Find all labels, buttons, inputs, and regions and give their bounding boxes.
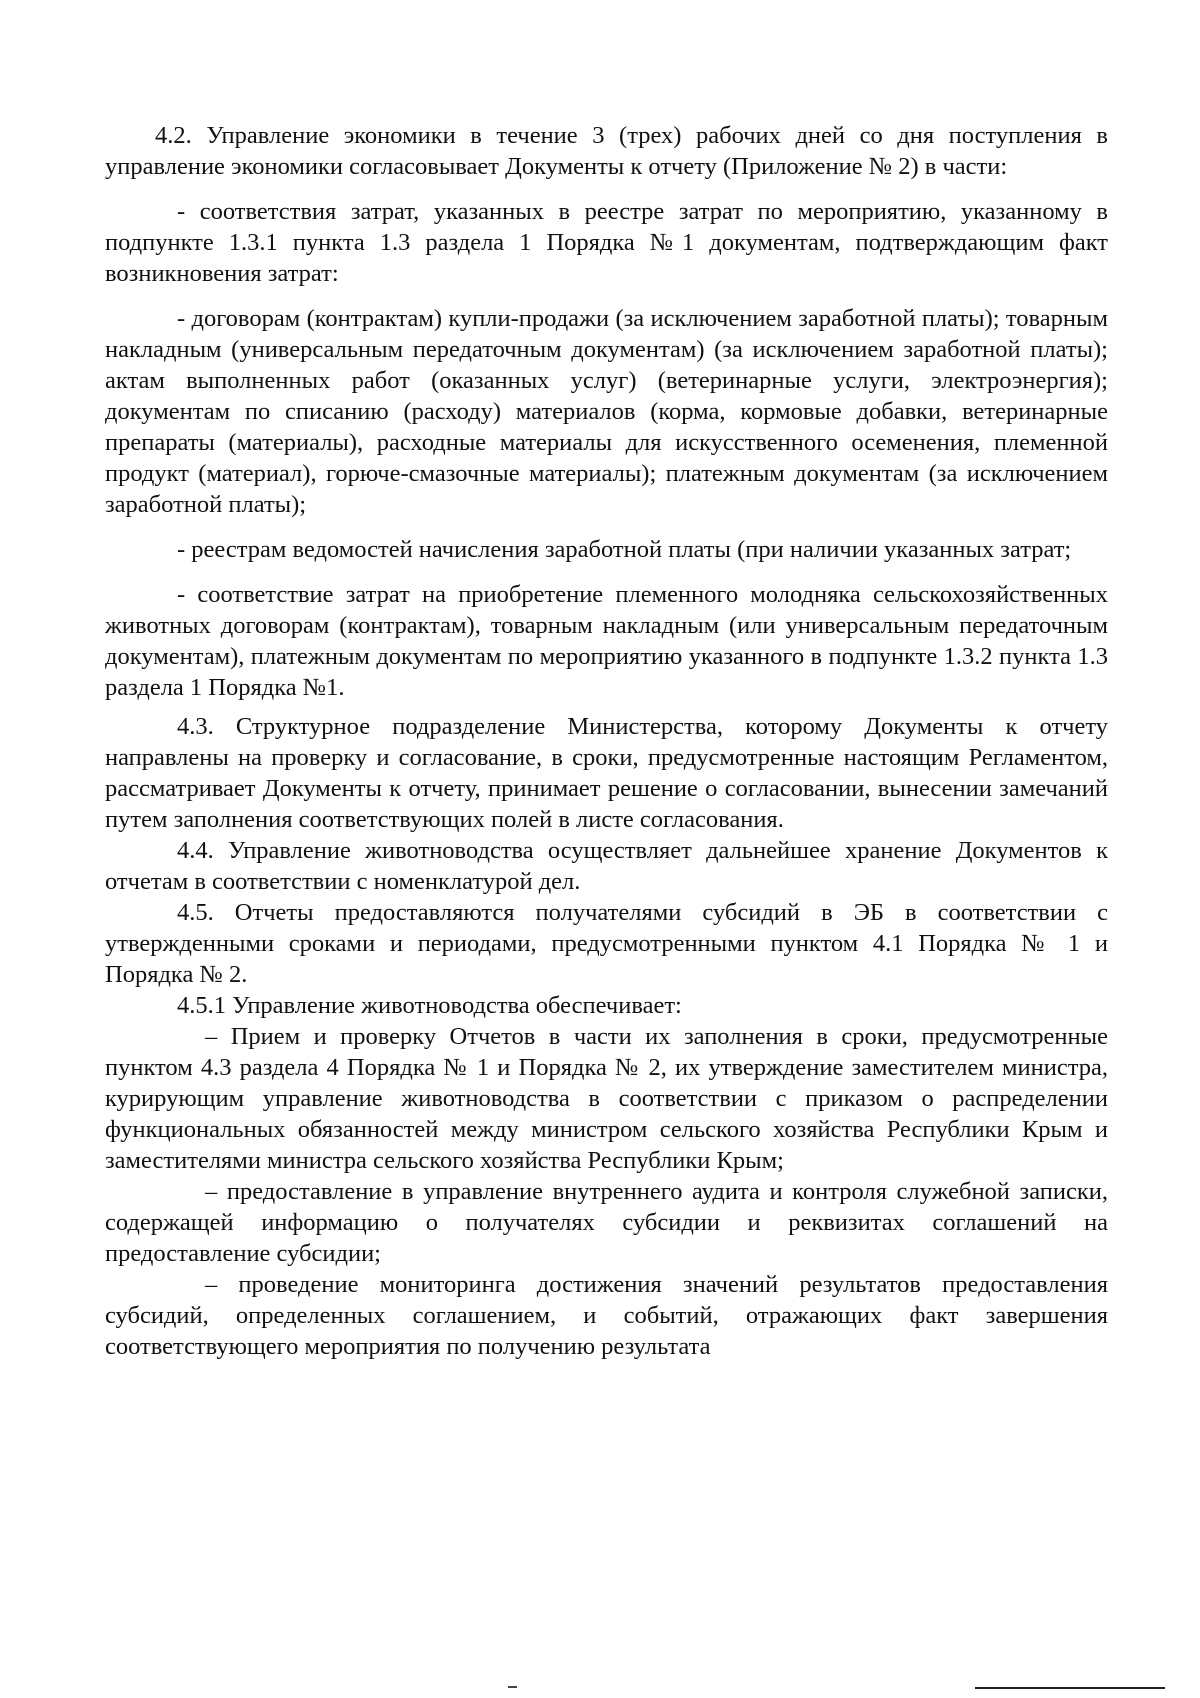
paragraph-4-5-1: 4.5.1 Управление животноводства обеспечивает: bbox=[177, 992, 682, 1019]
paragraph-audit-memo: – предоставление в управление внутреннего аудита и контроля служебной записки, содержащей информацию о получателях субсидии и реквизитах соглашений на предоставление субсидии; bbox=[105, 1178, 1108, 1267]
paragraph-4-5: 4.5. Отчеты предоставляются получателями субсидий в ЭБ в соответствии с утвержденными сроками и периодами, предусмотренными пунктом 4.1 Порядка № 1 и Порядка № 2. bbox=[105, 899, 1108, 988]
paragraph-breeding-stock: - соответствие затрат на приобретение племенного молодняка сельскохозяйственных животных договорам (контрактам), товарным накладным (или универсальным передаточным документам), платежным документам по мероприятию указанного в подпункте 1.3.2 пункта 1.3 раздела 1 Порядка №1. bbox=[105, 581, 1108, 701]
paragraph-4-3: 4.3. Структурное подразделение Министерства, которому Документы к отчету направлены на проверку и согласование, в сроки, предусмотренные настоящим Регламентом, рассматривает Документы к отчету, принимает решение о согласовании, вынесении замечаний путем заполнения соответствующих полей в листе согласования. bbox=[105, 713, 1108, 833]
paragraph-monitoring: – проведение мониторинга достижения значений результатов предоставления субсидий, определенных соглашением, и событий, отражающих факт завершения соответствующего мероприятия по получению результата bbox=[105, 1271, 1108, 1360]
paragraph-reports-acceptance: – Прием и проверку Отчетов в части их заполнения в сроки, предусмотренные пунктом 4.3 раздела 4 Порядка № 1 и Порядка № 2, их утверждение заместителем министра, курирующим управление животноводства в соответствии с приказом о распределении функциональных обязанностей между министром сельского хозяйства Республики Крым и заместителями министра сельского хозяйства Республики Крым; bbox=[105, 1023, 1108, 1174]
document-page bbox=[105, 120, 1108, 1362]
footer-rule bbox=[975, 1687, 1165, 1689]
paragraph-salary-registers: - реестрам ведомостей начисления заработной платы (при наличии указанных затрат; bbox=[177, 536, 1072, 563]
paragraph-contracts-list: - договорам (контрактам) купли-продажи (за исключением заработной платы); товарным накладным (универсальным передаточным документам) (за исключением заработной платы); актам выполненных работ (оказанных услуг) (ветеринарные услуги, электроэнергия); документам по списанию (расходу) материалов (корма, кормовые добавки, ветеринарные препараты (материалы), расходные материалы для искусственного осеменения, племенной продукт (материал), горюче-смазочные материалы); платежным документам (за исключением заработной платы); bbox=[105, 305, 1108, 518]
paragraph-cost-compliance: - соответствия затрат, указанных в реестре затрат по мероприятию, указанному в подпункте 1.3.1 пункта 1.3 раздела 1 Порядка №1 документам, подтверждающим факт возникновения затрат: bbox=[105, 198, 1108, 287]
scan-mark bbox=[508, 1686, 517, 1688]
paragraph-4-2: 4.2. Управление экономики в течение 3 (трех) рабочих дней со дня поступления в управление экономики согласовывает Документы к отчету (Приложение № 2) в части: bbox=[105, 122, 1108, 180]
paragraph-4-4: 4.4. Управление животноводства осуществляет дальнейшее хранение Документов к отчетам в соответствии с номенклатурой дел. bbox=[105, 837, 1108, 895]
